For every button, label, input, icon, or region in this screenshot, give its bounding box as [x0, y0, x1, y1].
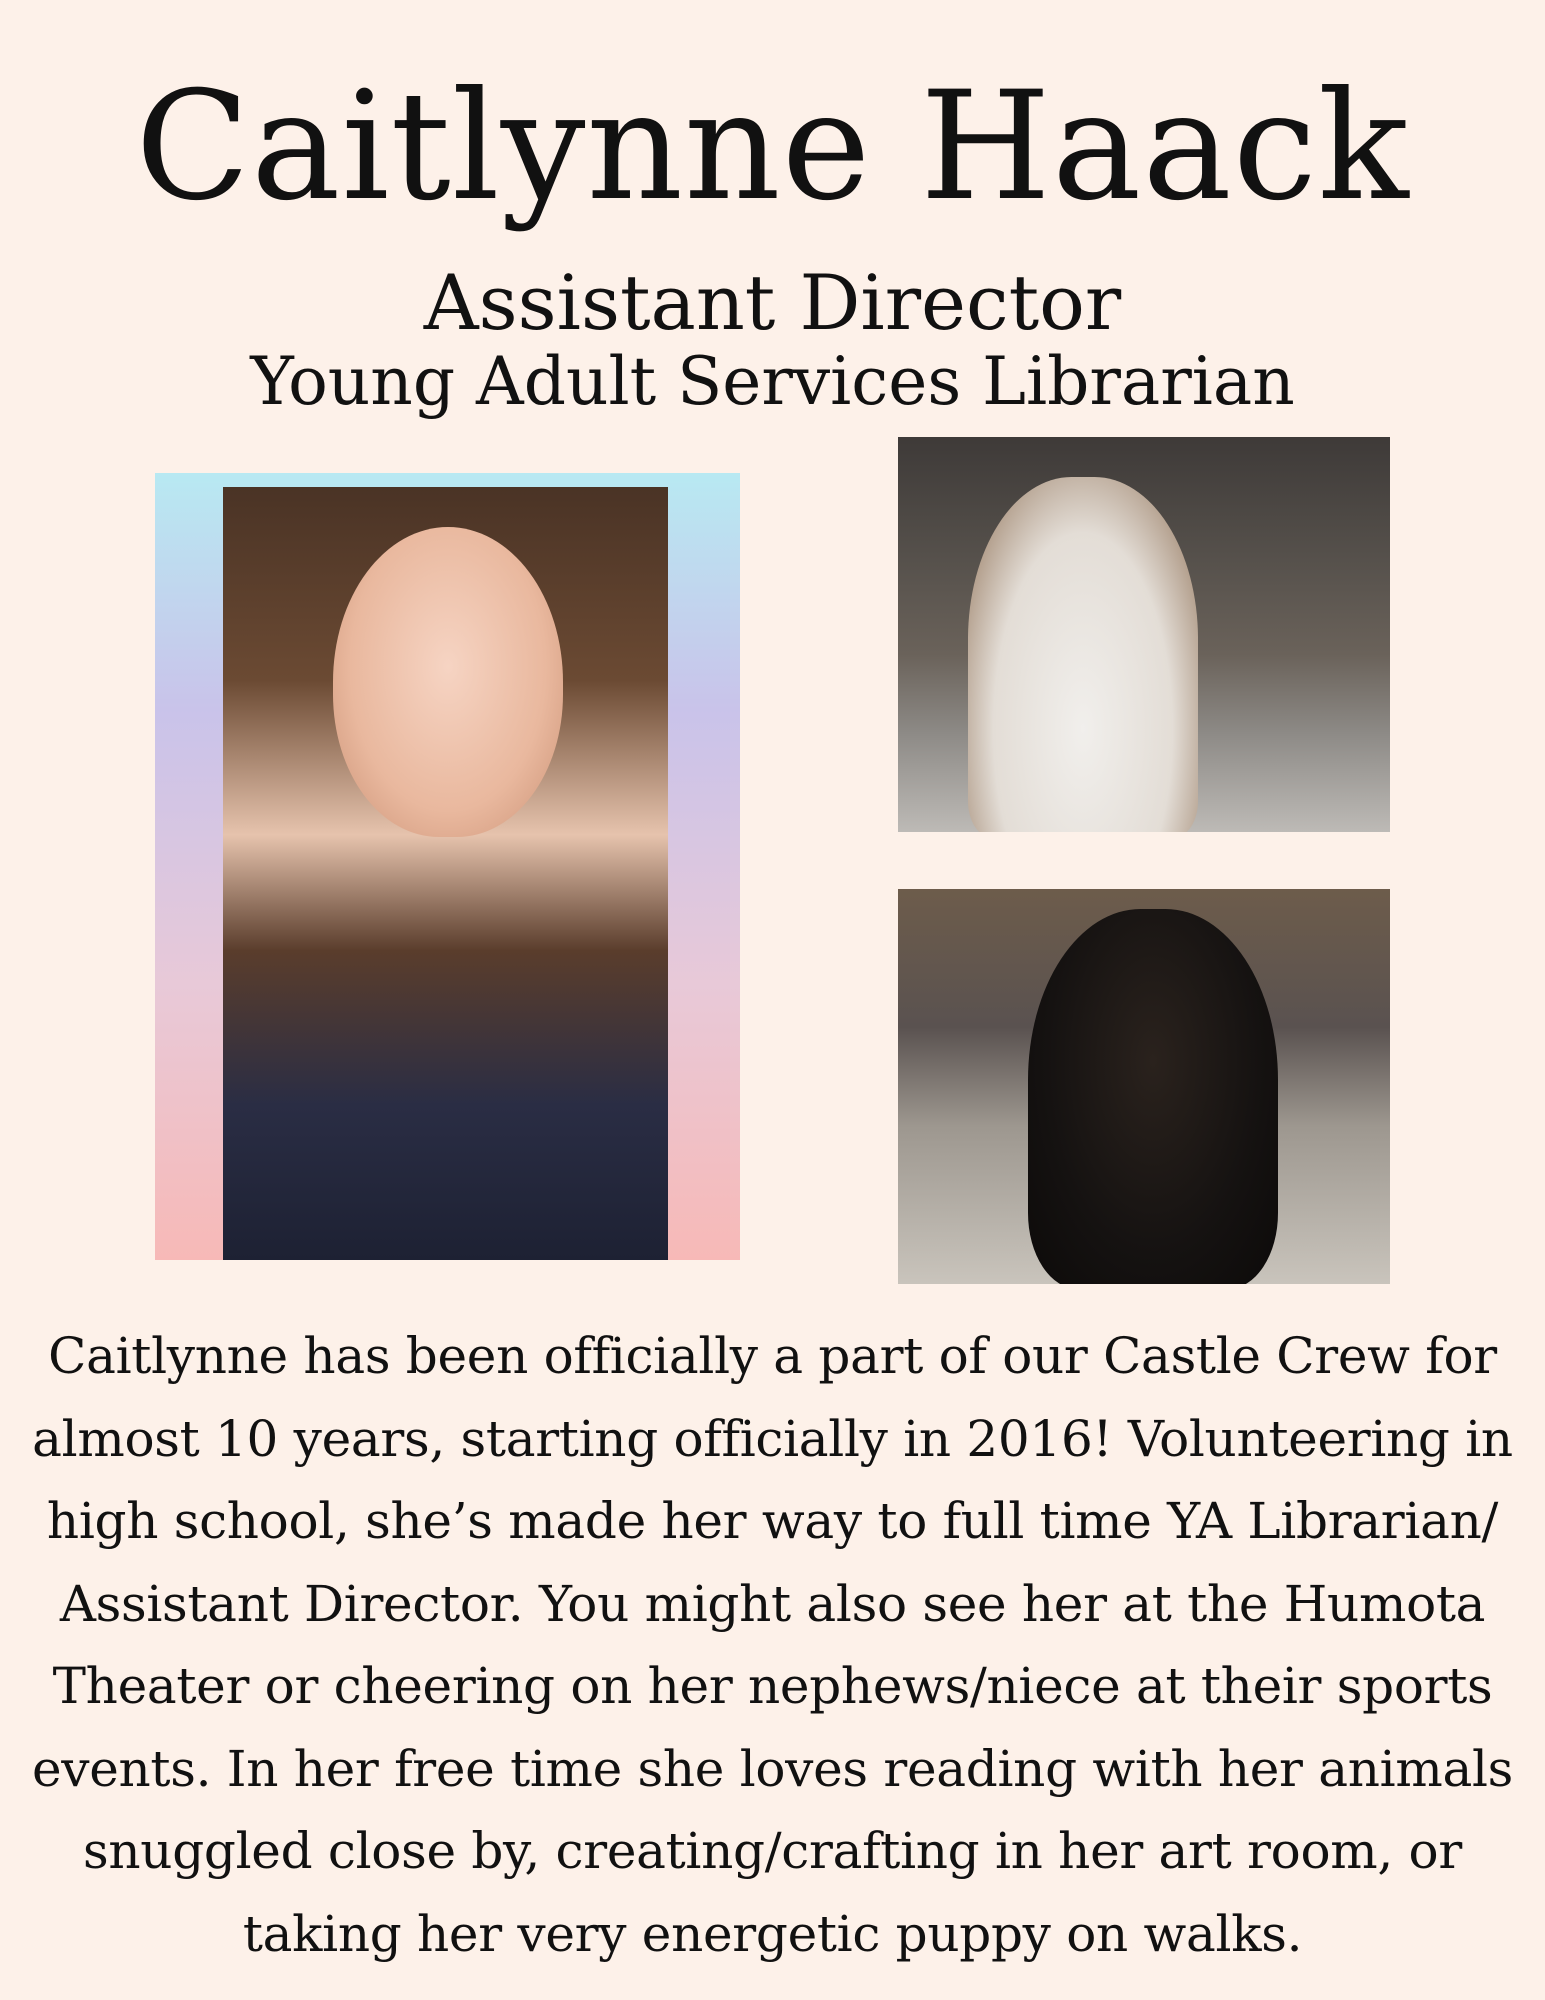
person-name: Caitlynne Haack — [135, 60, 1410, 234]
portrait-photo — [155, 473, 740, 1260]
cat-figure — [968, 477, 1198, 832]
dog-figure — [1028, 909, 1278, 1284]
dog-photo — [898, 889, 1390, 1284]
job-title-primary: Assistant Director — [423, 258, 1122, 347]
portrait-face — [333, 527, 563, 837]
bio-paragraph: Caitlynne has been officially a part of our Castle Crew for almost 10 years, starting officially in 2016! Volunteering in high school, she’s made her way to full time YA Librarian/ Assistant Director. You might also see her at the Humota Theater or cheering on her nephews/niece at their sports events. In her free time she loves reading with her animals snuggled close by, creating/crafting in her art room, or taking her very energetic puppy on walks. — [31, 1327, 1514, 1963]
job-title-secondary: Young Adult Services Librarian — [250, 343, 1295, 420]
cat-photo — [898, 437, 1390, 832]
portrait-image — [223, 487, 668, 1260]
